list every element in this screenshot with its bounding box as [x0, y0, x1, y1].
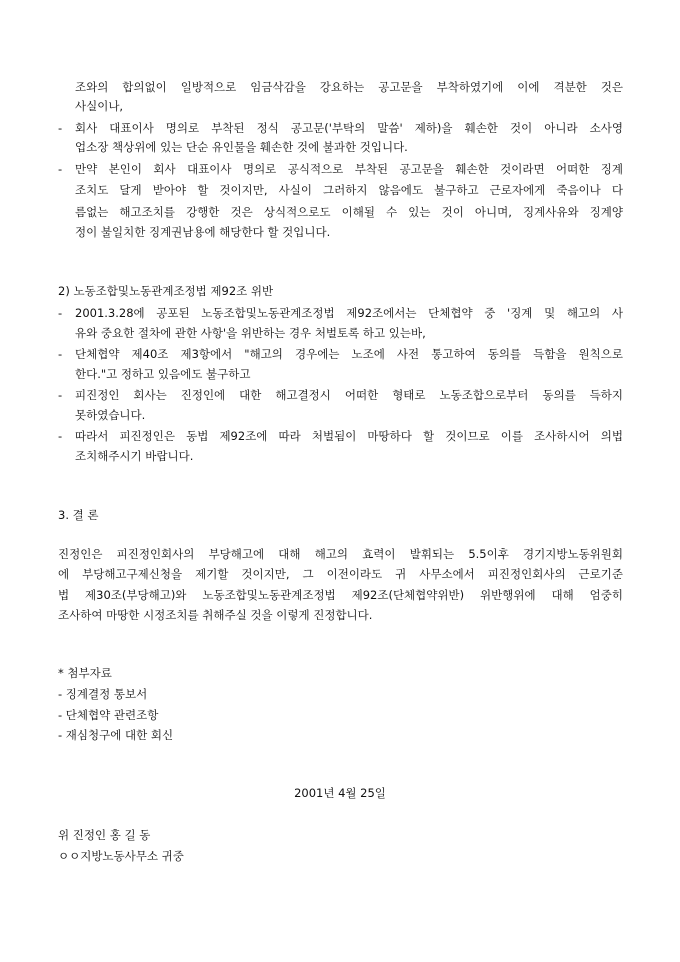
attachment-item: - 징계결정 통보서 — [58, 687, 148, 701]
section-2-heading: 2) 노동조합및노동관계조정법 제92조 위반 — [58, 284, 274, 298]
section-2-bullet-3-line-2: 못하였습니다. — [75, 408, 146, 422]
section-2-bullet-1-line-1: 2001.3.28에 공포된 노동조합및노동관계조정법 제92조에서는 단체협약 중 '징계 및 해고의 사 — [75, 306, 623, 320]
continued-line-2: 사실이나, — [75, 99, 124, 113]
bullet-dash: - — [58, 388, 63, 402]
conclusion-line-4: 조사하여 마땅한 시정조치를 취해주실 것을 이렇게 진정합니다. — [58, 608, 373, 622]
bullet-2-line-4: 정이 불일치한 징계권남용에 해당한다 할 것입니다. — [75, 225, 331, 239]
section-3-heading: 3. 결 론 — [58, 508, 99, 522]
attachment-item: - 단체협약 관련조항 — [58, 708, 159, 722]
conclusion-line-2: 에 부당해고구제신청을 제기할 것이지만, 그 이전이라도 귀 사무소에서 피진정인회사의 근로기준 — [58, 567, 623, 581]
recipient-line: ㅇㅇ지방노동사무소 귀중 — [58, 849, 184, 863]
document-date: 2001년 4월 25일 — [294, 786, 386, 800]
bullet-dash: - — [58, 347, 63, 361]
section-2-bullet-4-line-2: 조치해주시기 바랍니다. — [75, 449, 194, 463]
attachments-heading: * 첨부자료 — [58, 666, 112, 680]
bullet-2-line-2: 조치도 달게 받아야 할 것이지만, 사실이 그러하지 않음에도 불구하고 근로자에게 죽음이나 다 — [75, 183, 623, 197]
bullet-dash: - — [58, 162, 63, 176]
bullet-2-line-1: 만약 본인이 회사 대표이사 명의로 공식적으로 부착된 공고문을 훼손한 것이라면 어떠한 징계 — [75, 162, 623, 176]
bullet-dash: - — [58, 121, 63, 135]
bullet-dash: - — [58, 306, 63, 320]
continued-line-1: 조와의 합의없이 일방적으로 임금삭감을 강요하는 공고문을 부착하였기에 이에 격분한 것은 — [75, 80, 623, 94]
section-2-bullet-2-line-2: 한다."고 정하고 있음에도 불구하고 — [75, 367, 251, 381]
bullet-1-line-1: 회사 대표이사 명의로 부착된 정식 공고문('부탁의 말씀' 제하)을 훼손한 것이 아니라 소사영 — [75, 121, 623, 135]
conclusion-line-3: 법 제30조(부당해고)와 노동조합및노동관계조정법 제92조(단체협약위반) 위반행위에 대해 엄중히 — [58, 588, 623, 602]
section-2-bullet-3-line-1: 피진정인 회사는 진정인에 대한 해고결정시 어떠한 형태로 노동조합으로부터 동의를 득하지 — [75, 388, 623, 402]
conclusion-line-1: 진정인은 피진정인회사의 부당해고에 대해 해고의 효력이 발휘되는 5.5이후 경기지방노동위원회 — [58, 547, 623, 561]
section-2-bullet-2-line-1: 단체협약 제40조 제3항에서 "해고의 경우에는 노조에 사전 통고하여 동의를 득함을 원칙으로 — [75, 347, 623, 361]
section-2-bullet-4-line-1: 따라서 피진정인은 동법 제92조에 따라 처벌됨이 마땅하다 할 것이므로 이를 조사하시어 의법 — [75, 429, 623, 443]
section-2-bullet-1-line-2: 유와 중요한 절차에 관한 사항'을 위반하는 경우 처벌토록 하고 있는바, — [75, 326, 426, 340]
bullet-2-line-3: 름없는 해고조치를 강행한 것은 상식적으로도 이해될 수 있는 것이 아니며, 징계사유와 징계양 — [75, 205, 623, 219]
bullet-1-line-2: 업소장 책상위에 있는 단순 유인물을 훼손한 것에 불과한 것입니다. — [75, 140, 408, 154]
petitioner-line: 위 진정인 홍 길 동 — [58, 828, 151, 842]
attachment-item: - 재심청구에 대한 회신 — [58, 728, 174, 742]
bullet-dash: - — [58, 429, 63, 443]
